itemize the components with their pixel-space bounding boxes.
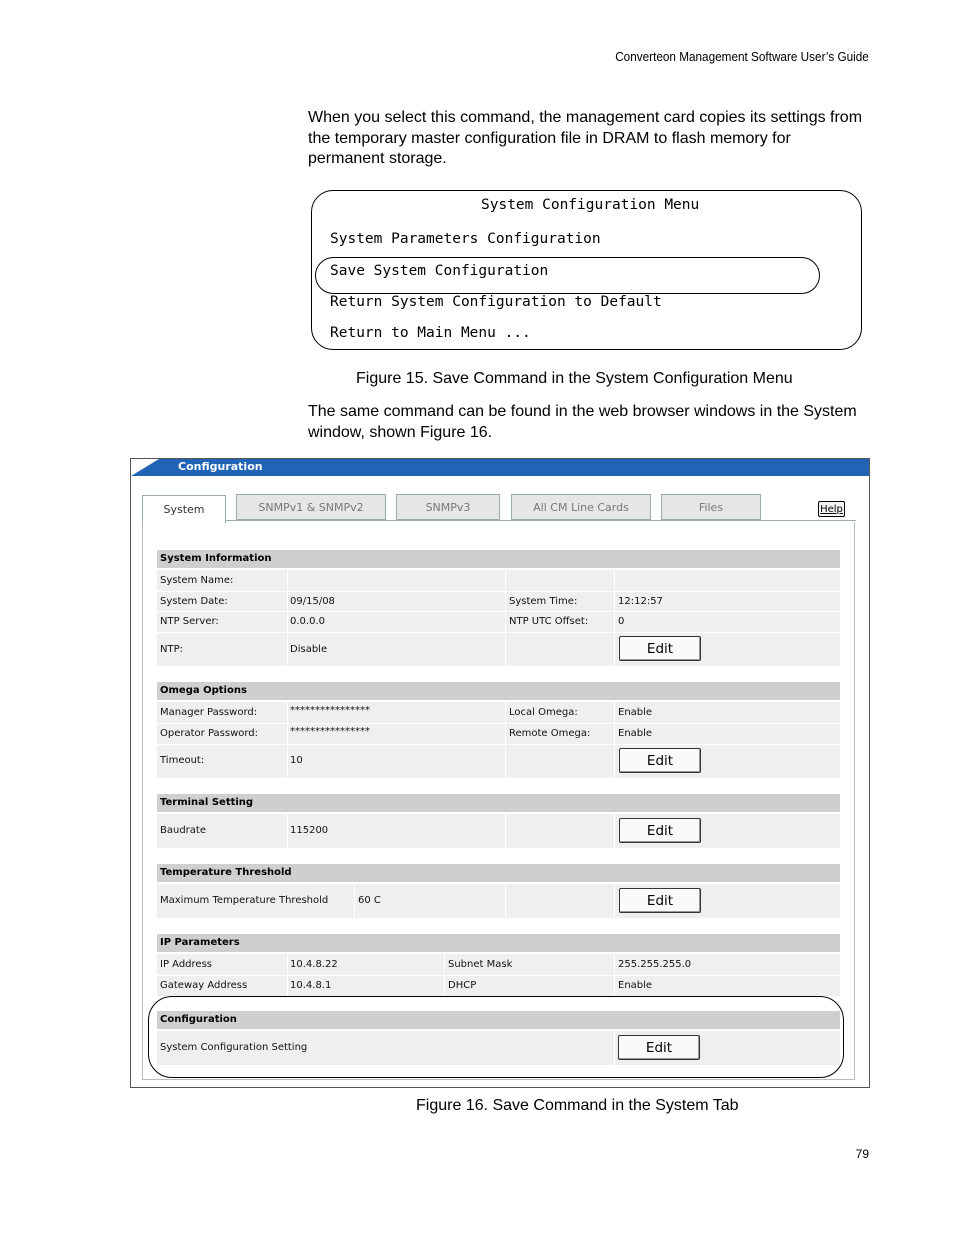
operator-password-label: Operator Password: [160, 728, 259, 739]
operator-password-value: **************** [290, 726, 370, 737]
window-title: Configuration [178, 460, 263, 473]
local-omega-value: Enable [618, 707, 653, 718]
same-command-paragraph: The same command can be found in the web browser windows in the System window, shown Figure 16. [308, 403, 857, 441]
ntp-server-value: 0.0.0.0 [290, 616, 325, 627]
intro-paragraph: When you select this command, the management card copies its settings from the temporary master configuration file in DRAM to flash memory for permanent storage. [308, 109, 863, 167]
ntp-value: Disable [290, 644, 328, 655]
section-body-omega-options [157, 702, 840, 778]
page-number: 79 [855, 1147, 869, 1161]
edit-terminal-setting-button[interactable]: Edit [619, 818, 701, 843]
tab-snmpv1-snmpv2[interactable]: SNMPv1 & SNMPv2 [236, 494, 386, 520]
tab-all-cm-line-cards[interactable]: All CM Line Cards [511, 494, 651, 520]
tab-snmpv3[interactable]: SNMPv3 [396, 494, 500, 520]
menu-item-save-system-configuration: Save System Configuration [330, 263, 549, 279]
section-header-omega-options: Omega Options [157, 682, 840, 700]
highlight-oval [148, 996, 844, 1078]
section-header-ip-parameters: IP Parameters [157, 934, 840, 952]
section-header-terminal-setting: Terminal Setting [157, 794, 840, 812]
figure-16-caption: Figure 16. Save Command in the System Tab [416, 1097, 739, 1114]
subnet-mask-value: 255.255.255.0 [618, 959, 692, 970]
section-body-system-information [157, 570, 840, 666]
ntp-server-label: NTP Server: [160, 616, 219, 627]
menu-item-return-to-default: Return System Configuration to Default [330, 294, 662, 310]
section-body-terminal-setting [157, 814, 840, 848]
baudrate-value: 115200 [290, 825, 329, 836]
running-header: Converteon Management Software User’s Guide [615, 50, 869, 64]
menu-item-system-parameters: System Parameters Configuration [330, 231, 601, 247]
remote-omega-label: Remote Omega: [509, 728, 591, 739]
system-date-value: 09/15/08 [290, 596, 335, 607]
ip-address-value: 10.4.8.22 [290, 959, 338, 970]
timeout-value: 10 [290, 755, 303, 766]
system-name-label: System Name: [160, 575, 234, 586]
tab-files[interactable]: Files [661, 494, 761, 520]
tabs-baseline [226, 520, 856, 521]
system-time-value: 12:12:57 [618, 596, 663, 607]
section-header-configuration: Configuration [157, 1011, 840, 1029]
manager-password-label: Manager Password: [160, 707, 258, 718]
max-temperature-threshold-value: 60 C [358, 895, 381, 906]
terminal-menu-title: System Configuration Menu [481, 197, 700, 213]
section-header-temperature-threshold: Temperature Threshold [157, 864, 840, 882]
max-temperature-threshold-label: Maximum Temperature Threshold [160, 895, 329, 906]
edit-system-information-button[interactable]: Edit [619, 636, 701, 661]
remote-omega-value: Enable [618, 728, 653, 739]
edit-configuration-button[interactable]: Edit [618, 1035, 700, 1060]
dhcp-label: DHCP [448, 980, 477, 991]
section-header-system-information: System Information [157, 550, 840, 568]
system-date-label: System Date: [160, 596, 228, 607]
timeout-label: Timeout: [160, 755, 205, 766]
ntp-utc-offset-label: NTP UTC Offset: [509, 616, 589, 627]
baudrate-label: Baudrate [160, 825, 206, 836]
edit-temperature-threshold-button[interactable]: Edit [619, 888, 701, 913]
gateway-address-value: 10.4.8.1 [290, 980, 332, 991]
edit-omega-options-button[interactable]: Edit [619, 748, 701, 773]
subnet-mask-label: Subnet Mask [448, 959, 513, 970]
figure-15-caption: Figure 15. Save Command in the System Configuration Menu [356, 370, 793, 387]
ip-address-label: IP Address [160, 959, 212, 970]
dhcp-value: Enable [618, 980, 653, 991]
help-button[interactable]: Help [818, 501, 845, 517]
gateway-address-label: Gateway Address [160, 980, 248, 991]
manager-password-value: **************** [290, 705, 370, 716]
ntp-label: NTP: [160, 644, 183, 655]
local-omega-label: Local Omega: [509, 707, 578, 718]
system-configuration-setting-label: System Configuration Setting [160, 1042, 308, 1053]
title-bar-notch [131, 459, 159, 476]
ntp-utc-offset-value: 0 [618, 616, 625, 627]
system-time-label: System Time: [509, 596, 578, 607]
tab-system[interactable]: System [142, 495, 226, 523]
menu-item-return-to-main-menu: Return to Main Menu ... [330, 325, 531, 341]
